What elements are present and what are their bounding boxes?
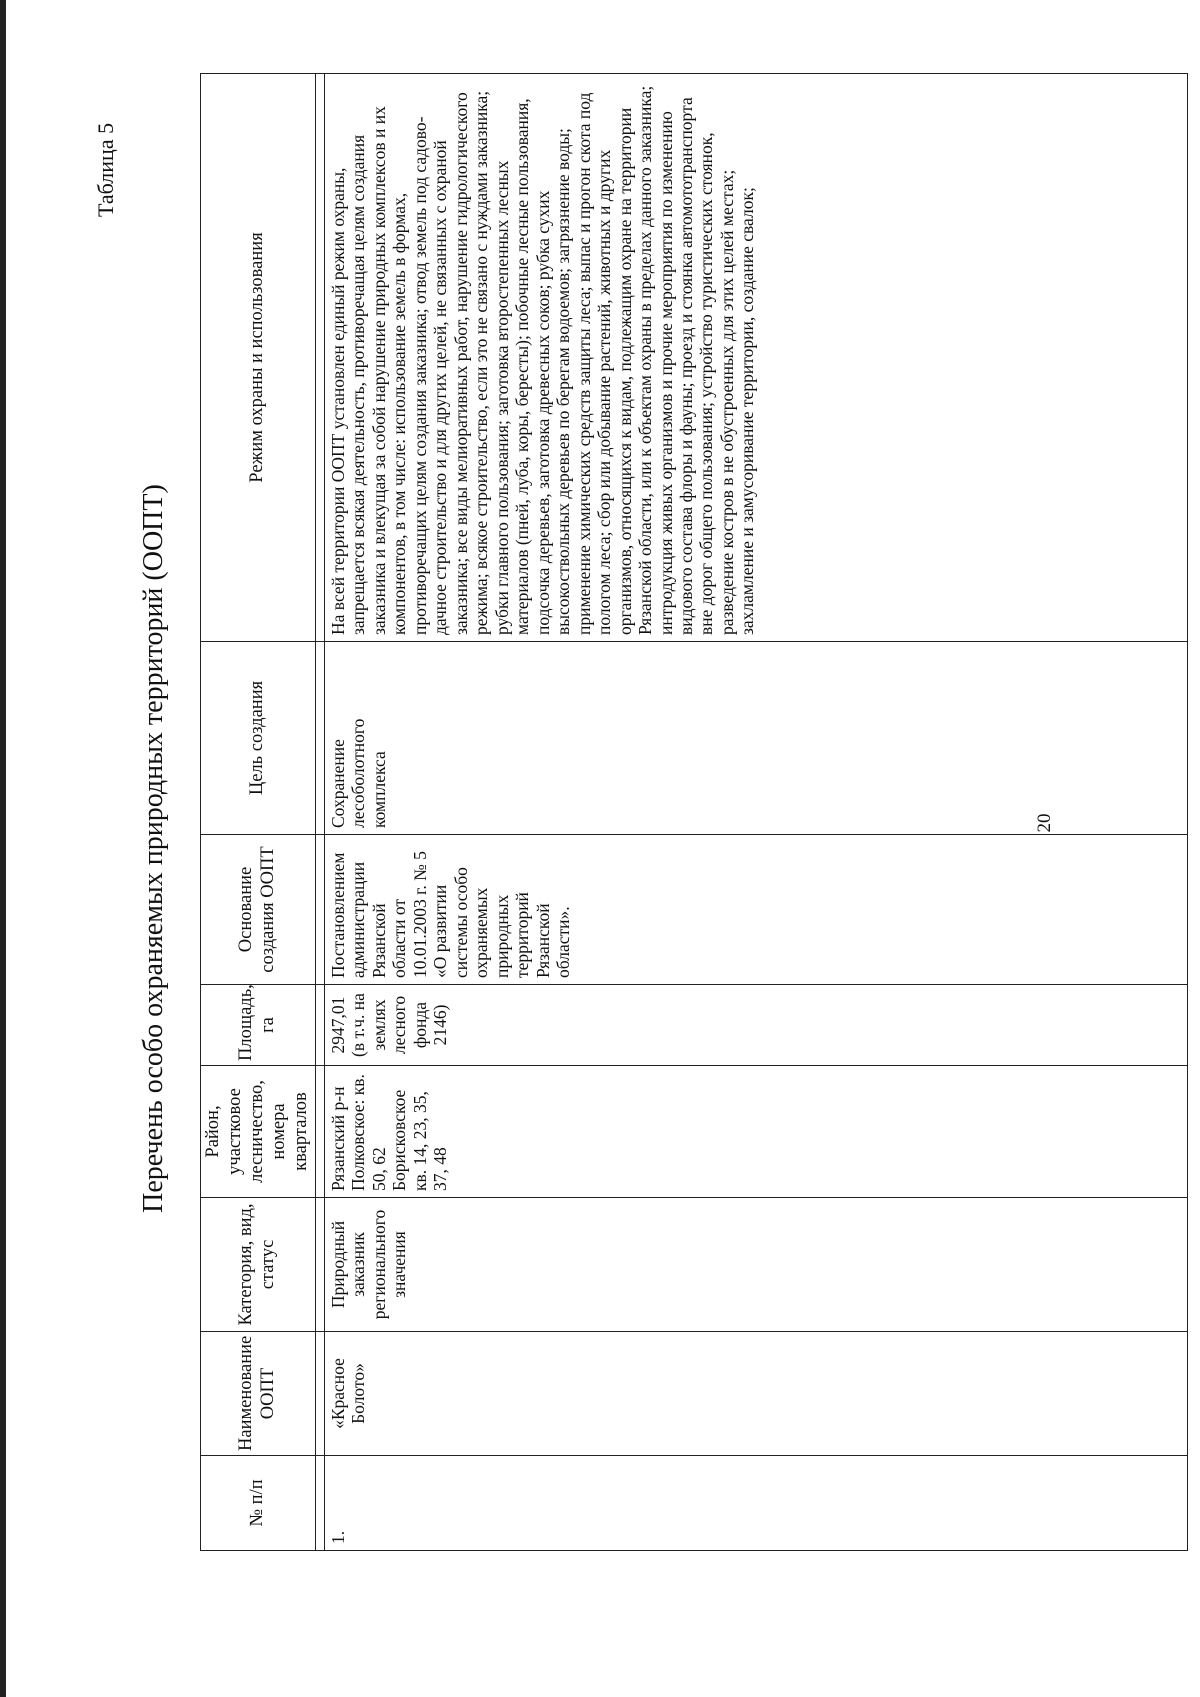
header-area: Площадь, га <box>201 985 316 1066</box>
spacer-row <box>316 74 325 1551</box>
cell-num: 1. <box>325 1456 1188 1551</box>
cell-area: 2947,01 (в т.ч. на землях лесного фонда 2146) <box>325 985 1188 1066</box>
header-num: № п/п <box>201 1456 316 1551</box>
cell-goal: Сохранение лесоболотного комплекса <box>325 642 1188 835</box>
header-regime: Режим охраны и использования <box>201 74 316 642</box>
oopt-table <box>200 73 1188 1551</box>
page-number: 20 <box>1034 813 1055 833</box>
table-row <box>325 74 1188 1551</box>
header-row <box>201 74 316 1551</box>
page-title: Перечень особо охраняемых природных территорий (ООПТ) <box>138 484 169 1213</box>
header-goal: Цель создания <box>201 642 316 835</box>
header-name: Наименование ООПТ <box>201 1332 316 1456</box>
header-category: Категория, вид, статус <box>201 1198 316 1332</box>
header-basis: Основание создания ООПТ <box>201 835 316 985</box>
cell-regime: На всей территории ООПТ установлен единый режим охраны, запрещается всякая деятельность, противоречащая целям создания заказника и влекущая за собой нарушение природных комплексов и их компонентов, в том числе: использование земель в формах, противоречащих целям создания заказника; отвод земель под садово-дачное строительство и для других целей, не связанных с охраной заказника; все виды мелиоративных работ, нарушение гидрологического режима; всякое строительство, если это не связано с нуждами заказника; рубки главного пользования; заготовка второстепенных лесных материалов (пней, луба, коры, бересты); побочные лесные пользования, подсочка деревьев, заготовка древесных соков; рубка сухих высокоствольных деревьев по берегам водоемов; загрязнение воды; применение химических средств защиты леса; выпас и прогон скота под пологом леса; сбор или добывание растений, животных и других организмов, относящихся к видам, подлежащим охране на территории Рязанской области, или к объектам охраны в пределах данного заказника; интродукция живых организмов и прочие мероприятия по изменению видового состава флоры и фауны; проезд и стоянка автомототранспорта вне дорог общего пользования; устройство туристических стоянок, разведение костров в не обустроенных для этих целей местах; захламление и замусоривание территории, создание свалок; <box>325 74 1188 642</box>
cell-district: Рязанский р-н Полковское: кв. 50, 62 Борисковское кв. 14, 23, 35, 37, 48 <box>325 1066 1188 1198</box>
cell-name: «Красное Болото» <box>325 1332 1188 1456</box>
cell-basis: Постановлением администрации Рязанской области от 10.01.2003 г. № 5 «О развитии системы особо охраняемых природных территорий Рязанской области». <box>325 835 1188 985</box>
table-label: Таблица 5 <box>93 122 118 217</box>
header-district: Район, участковое лесничество, номера кварталов <box>201 1066 316 1198</box>
cell-category: Природный заказник регионального значения <box>325 1198 1188 1332</box>
